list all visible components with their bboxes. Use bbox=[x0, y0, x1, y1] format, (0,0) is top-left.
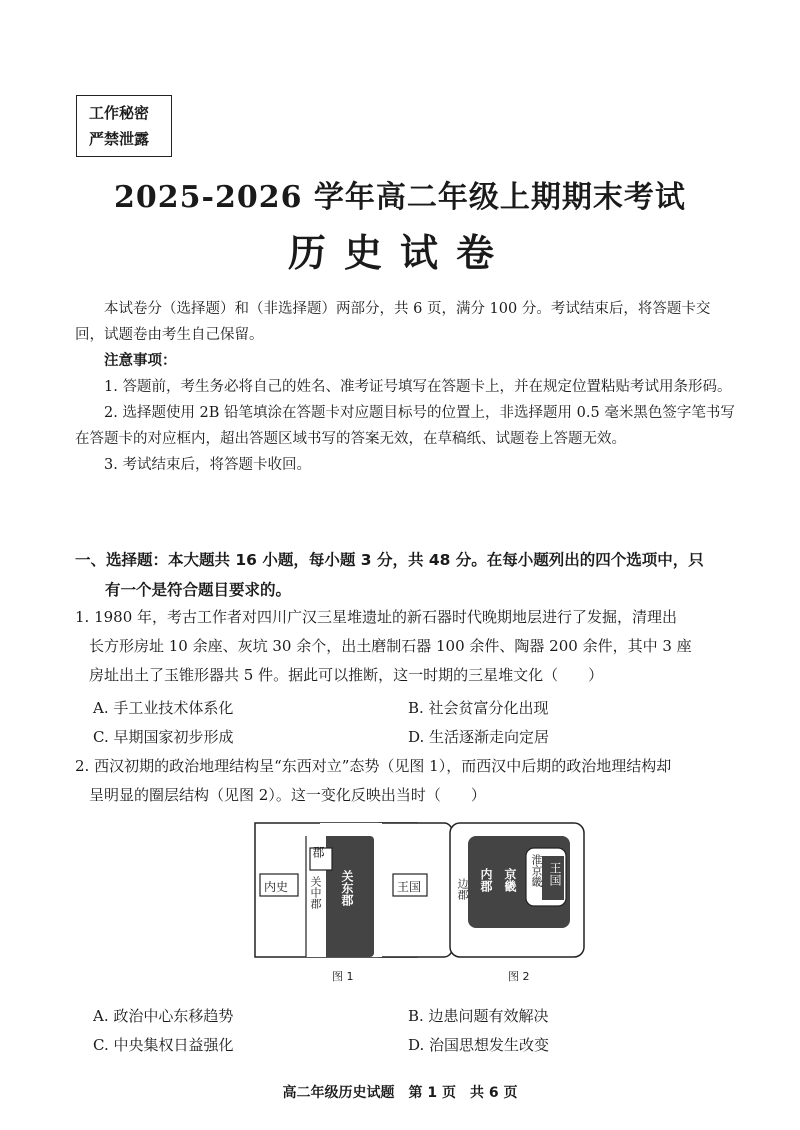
stamp-line-2: 严禁泄露 bbox=[89, 130, 150, 148]
question-stem-line: 2. 西汉初期的政治地理结构呈“东西对立”态势（见图 1），而西汉中后期的政治地理结构却 bbox=[75, 757, 672, 775]
fig2-huaijing-label: 淮京畿 bbox=[530, 854, 543, 887]
notice-item: 1. 答题前，考生务必将自己的姓名、准考证号填写在答题卡上，并在规定位置粘贴考试用条形码。 bbox=[104, 379, 732, 395]
question-2-figures bbox=[250, 818, 590, 988]
option-a[interactable]: A. 手工业技术体系化 bbox=[93, 699, 234, 717]
fig2-bianjun-label: 边郡 bbox=[456, 878, 469, 900]
option-b[interactable]: B. 社会贫富分化出现 bbox=[408, 699, 549, 717]
fig1-wangguo-label: 王国 bbox=[397, 880, 422, 894]
fig2-caption: 图 2 bbox=[508, 970, 530, 983]
instructions bbox=[75, 296, 735, 478]
option-a[interactable]: A. 政治中心东移趋势 bbox=[93, 1007, 234, 1025]
section-heading bbox=[75, 545, 735, 605]
notice-item: 2. 选择题使用 2B 铅笔填涂在答题卡对应题目标号的位置上，非选择题用 0.5 毫米黑色签字笔书写在答题卡的对应框内，超出答题区域书写的答案无效，在草稿纸、试题卷上答题无效。 bbox=[75, 405, 735, 447]
option-c[interactable]: C. 早期国家初步形成 bbox=[93, 728, 234, 746]
stamp-line-1: 工作秘密 bbox=[89, 104, 150, 122]
section-heading-line-2: 有一个是符合题目要求的。 bbox=[105, 581, 292, 599]
confidential-stamp bbox=[76, 95, 172, 157]
option-c[interactable]: C. 中央集权日益强化 bbox=[93, 1036, 234, 1054]
exam-title: 2025-2026 学年高二年级上期期末考试 bbox=[114, 180, 686, 215]
page-footer: 高二年级历史试题 第 1 页 共 6 页 bbox=[282, 1085, 518, 1101]
fig1-jun-label: 郡 bbox=[311, 846, 325, 858]
fig1-caption: 图 1 bbox=[332, 970, 354, 983]
notice-item: 3. 考试结束后，将答题卡收回。 bbox=[104, 457, 311, 473]
question-2 bbox=[75, 752, 735, 810]
fig2-wangguo-label: 王国 bbox=[548, 862, 562, 886]
exam-subtitle: 历史试卷 bbox=[287, 230, 512, 275]
question-stem-line: 呈明显的圈层结构（见图 2）。这一变化反映出当时（ ） bbox=[89, 786, 486, 804]
option-b[interactable]: B. 边患问题有效解决 bbox=[408, 1007, 549, 1025]
question-stem-line: 1. 1980 年，考古工作者对四川广汉三星堆遗址的新石器时代晚期地层进行了发掘，清理出 bbox=[75, 608, 678, 626]
option-d[interactable]: D. 生活逐渐走向定居 bbox=[408, 728, 550, 746]
fig1-guanzhong-label: 关中郡 bbox=[309, 876, 322, 909]
fig2-neijun-label: 内郡 bbox=[479, 868, 493, 892]
question-stem-line: 房址出土了玉锥形器共 5 件。据此可以推断，这一时期的三星堆文化（ ） bbox=[89, 666, 604, 684]
notice-title: 注意事项： bbox=[104, 353, 177, 369]
question-stem-line: 长方形房址 10 余座、灰坑 30 余个，出土磨制石器 100 余件、陶器 200 余件，其中 3 座 bbox=[89, 637, 692, 655]
section-heading-line-1: 一、选择题：本大题共 16 小题，每小题 3 分，共 48 分。在每小题列出的四个选项中，只 bbox=[75, 551, 704, 569]
intro-text: 本试卷分（选择题）和（非选择题）两部分，共 6 页，满分 100 分。考试结束后，将答题卡交回，试题卷由考生自己保留。 bbox=[75, 301, 711, 343]
fig1-guandong-label: 关东郡 bbox=[340, 870, 354, 906]
fig1-neishi-label: 内史 bbox=[264, 880, 289, 894]
question-1 bbox=[75, 603, 735, 690]
option-d[interactable]: D. 治国思想发生改变 bbox=[408, 1036, 550, 1054]
fig2-jingji-label: 京畿 bbox=[503, 868, 517, 892]
